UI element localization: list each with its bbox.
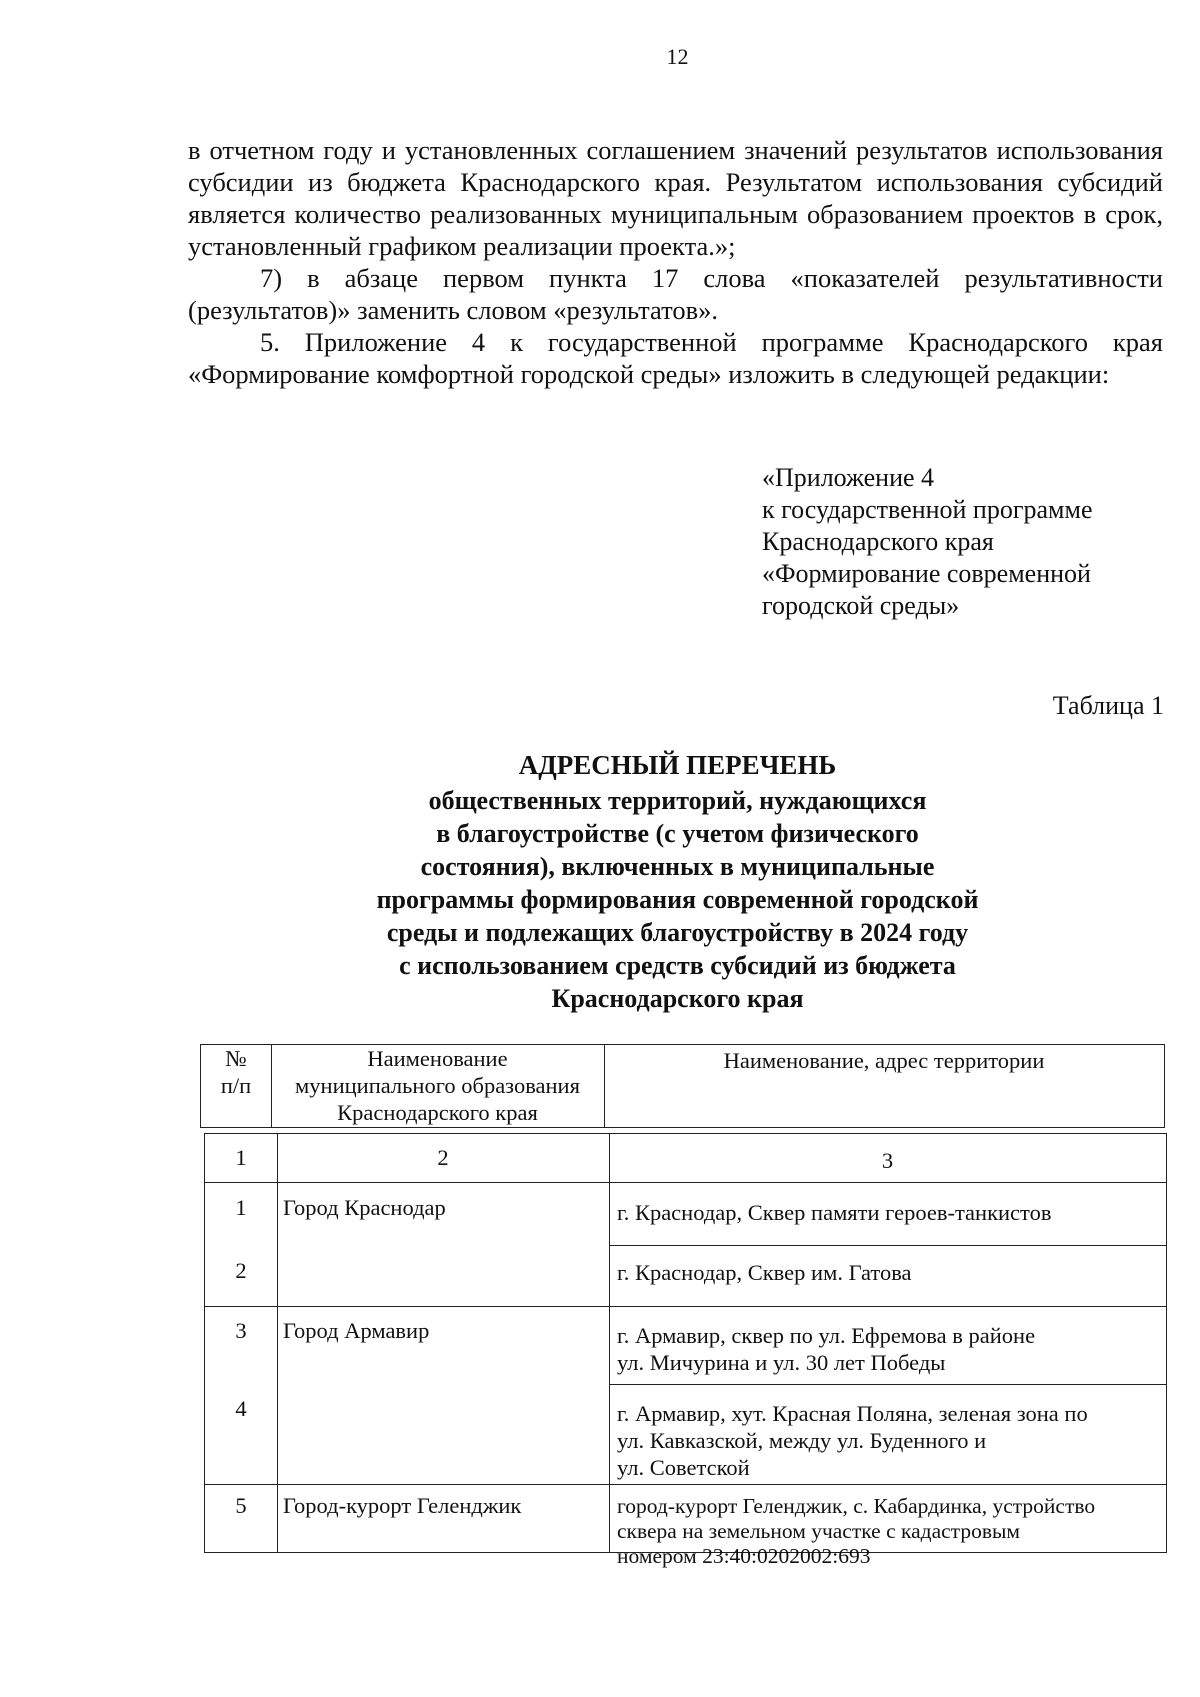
header-text: Краснодарского края: [337, 1100, 538, 1125]
paragraph: в отчетном году и установленных соглашением значений результатов использования субсидии из бюджета Краснодарского края. Результатом использования субсидий является количество реализованных муниципальным образованием проектов в срок, установленный графиком реализации проекта.»;: [188, 135, 1163, 261]
header-municipality: [271, 1045, 605, 1127]
address-line: г. Армавир, сквер по ул. Ефремова в районе: [617, 1323, 1036, 1348]
title-main: АДРЕСНЫЙ ПЕРЕЧЕНЬ: [518, 750, 837, 780]
address-line: город-курорт Геленджик, с. Кабардинка, устройство: [617, 1494, 1096, 1518]
table-row: [205, 1245, 1166, 1306]
territory-address: [617, 1400, 1162, 1481]
data-table: [204, 1133, 1167, 1568]
territory-address: [617, 1259, 1162, 1286]
address-line: номером 23:40:0202002:693: [617, 1544, 871, 1568]
appendix-line: «Формирование современной: [762, 559, 1091, 588]
appendix-line: Краснодарского края: [762, 527, 994, 556]
address-line: г. Армавир, хут. Красная Поляна, зеленая зона по: [617, 1401, 1088, 1426]
row-number: 3: [235, 1318, 247, 1343]
address-line: ул. Кавказской, между ул. Буденного и: [617, 1428, 987, 1453]
title-line: среды и подлежащих благоустройству в 2024 году: [386, 918, 969, 947]
title-line: Краснодарского края: [551, 984, 804, 1013]
paragraph: 7) в абзаце первом пункта 17 слова «показателей результативности (результатов)» заменить словом «результатов».: [188, 263, 1163, 325]
row-number: 1: [235, 1195, 247, 1220]
appendix-line: городской среды»: [762, 591, 960, 620]
table-row: [205, 1484, 1166, 1568]
appendix-line: «Приложение 4: [762, 463, 935, 492]
title-line: общественных территорий, нуждающихся: [428, 786, 927, 815]
title-line: в благоустройстве (с учетом физического: [436, 819, 919, 848]
row-number: 4: [235, 1396, 247, 1421]
address-line: ул. Советской: [617, 1455, 750, 1480]
municipality-name: Город Краснодар: [283, 1195, 446, 1220]
header-num: [201, 1045, 272, 1127]
table-row: [205, 1182, 1166, 1245]
page-number: 12: [666, 44, 689, 69]
appendix-block: [762, 462, 1093, 622]
row-number: 5: [235, 1493, 247, 1518]
municipality-name: Город-курорт Геленджик: [283, 1493, 522, 1518]
municipality-name: Город Армавир: [283, 1318, 430, 1343]
table-label: Таблица 1: [1052, 691, 1164, 720]
table-title: [0, 749, 1200, 1015]
header-text: Наименование: [367, 1046, 508, 1071]
table-header: [200, 1044, 1165, 1128]
address-line: сквера на земельном участке с кадастровым: [617, 1519, 1021, 1543]
column-number-row: [205, 1134, 1166, 1182]
address-line: ул. Мичурина и ул. 30 лет Победы: [617, 1350, 946, 1375]
header-text: №: [225, 1046, 247, 1071]
address-line: г. Краснодар, Сквер памяти героев-танкистов: [617, 1200, 1052, 1225]
row-number: 2: [235, 1258, 247, 1283]
territory-address: [617, 1199, 1162, 1226]
title-line: состояния), включенных в муниципальные: [420, 852, 935, 881]
table-row: [205, 1306, 1166, 1384]
address-line: г. Краснодар, Сквер им. Гатова: [617, 1260, 912, 1285]
appendix-line: к государственной программе: [762, 495, 1093, 524]
column-number: 2: [437, 1145, 449, 1170]
territory-address: [617, 1322, 1162, 1376]
table-row: [205, 1384, 1166, 1484]
header-address: [604, 1045, 1164, 1127]
column-number: 3: [881, 1148, 894, 1173]
paragraph: 5. Приложение 4 к государственной программе Краснодарского края «Формирование комфортной городской среды» изложить в следующей редакции:: [188, 327, 1163, 389]
title-line: программы формирования современной городской: [376, 885, 979, 914]
title-line: с использованием средств субсидий из бюджета: [399, 951, 956, 980]
header-text: муниципального образования: [295, 1073, 580, 1098]
header-text: Наименование, адрес территории: [723, 1048, 1045, 1073]
column-number: 1: [235, 1145, 247, 1170]
territory-address: [617, 1494, 1162, 1569]
body-text: [188, 134, 1163, 390]
header-text: п/п: [220, 1073, 252, 1098]
